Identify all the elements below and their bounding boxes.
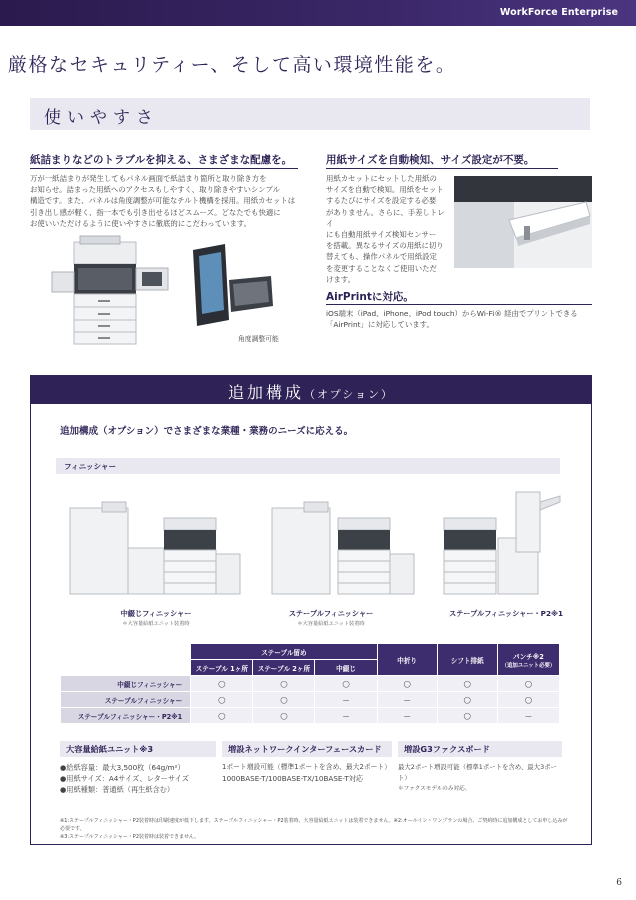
punch-header-label: パンチ※2 xyxy=(513,652,544,661)
table-row-label: 中綴じフィニッシャー xyxy=(61,676,191,692)
table-subheader-1: ステープル 1ヶ所 xyxy=(191,660,253,676)
options-title xyxy=(31,380,591,403)
table-corner-2 xyxy=(61,660,191,676)
jam-body xyxy=(30,173,305,229)
option-body-network-card xyxy=(222,762,392,784)
table-cell: — xyxy=(315,692,377,708)
table-group-header: ステープル留め xyxy=(191,644,377,660)
table-cell: ◯ xyxy=(437,692,497,708)
airprint-rule xyxy=(326,304,592,305)
airprint-line: iOS端末（iPad、iPhone、iPod touch）からWi-Fi® 経由でプリントできる xyxy=(326,309,578,318)
usability-section-bar xyxy=(30,98,590,130)
table-cell: ◯ xyxy=(253,708,315,724)
option-line: 最大2ポート増設可能（標準1ポートを含め、最大3ポート） xyxy=(398,763,557,782)
finisher-label: フィニッシャー xyxy=(64,462,117,471)
table-cell: ◯ xyxy=(377,676,437,692)
airprint-heading: AirPrintに対応。 xyxy=(326,291,414,303)
table-row xyxy=(61,676,560,692)
jam-body-line: お使いいただけるように使いやすさに徹底的にこだわっています。 xyxy=(30,218,252,228)
table-cell: ◯ xyxy=(191,692,253,708)
option-line: ●給紙容量：最大3,500枚（64g/m²） xyxy=(60,763,185,772)
table-cell: — xyxy=(377,692,437,708)
option-title-paper-unit: 大容量給紙ユニット※3 xyxy=(66,744,154,754)
table-header-fold: 中折り xyxy=(377,644,437,676)
size-detect-rule xyxy=(326,168,558,169)
table-row-label: ステープルフィニッシャー xyxy=(61,692,191,708)
page-number: 6 xyxy=(616,878,622,888)
jam-heading-rule xyxy=(30,168,298,169)
table-subheader-3: 中綴じ xyxy=(315,660,377,676)
size-detect-line: するたびにサイズを設定する必要 xyxy=(326,196,437,206)
printer-drawers-image xyxy=(50,232,175,350)
table-cell: ◯ xyxy=(497,692,559,708)
table-header-punch xyxy=(497,644,559,676)
options-panel-header xyxy=(31,376,591,404)
page-headline: 厳格なセキュリティー、そして高い環境性能を。 xyxy=(8,54,457,76)
size-detect-line: 用紙カセットにセットした用紙の xyxy=(326,174,437,183)
size-detect-line: を変更することなくご使用いただ xyxy=(326,263,437,273)
option-line: ＊ファクスモデルのみ対応。 xyxy=(398,786,471,792)
size-detect-line: がありません。さらに、手差しトレイ xyxy=(326,207,445,228)
jam-body-line: 構造です。また、パネルは角度調整が可能なチルト機構を採用。用紙カセットは xyxy=(30,196,296,206)
machine-note-saddle: ＊大容量給紙ユニット装着時 xyxy=(122,621,190,627)
option-title-network-card: 増設ネットワークインターフェースカード xyxy=(228,744,382,754)
table-subheader-2: ステープル 2ヶ所 xyxy=(253,660,315,676)
size-detect-line: けます。 xyxy=(326,274,355,284)
machine-label-staple: ステープルフィニッシャー xyxy=(288,609,374,618)
punch-header-note: （追加ユニット必要） xyxy=(501,662,556,669)
option-body-paper-unit xyxy=(60,762,216,795)
airprint-line: 「AirPrint」に対応しています。 xyxy=(326,320,434,330)
staple-finisher-p2-machine-image xyxy=(440,488,564,600)
finisher-feature-table xyxy=(60,643,560,724)
table-row-label: ステープルフィニッシャー・P2※1 xyxy=(61,708,191,724)
option-line: ●用紙サイズ：A4サイズ、レターサイズ xyxy=(60,774,189,783)
airprint-body xyxy=(326,308,592,330)
option-line: 1ポート増設可能（標準1ポートを含め、最大2ポート） xyxy=(222,763,392,771)
machine-label-staple-p2: ステープルフィニッシャー・P2※1 xyxy=(449,609,563,618)
table-cell: — xyxy=(377,708,437,724)
option-body-fax-board xyxy=(398,762,562,795)
tilt-panel-image xyxy=(185,240,275,330)
option-line: 1000BASE-T/100BASE-TX/10BASE-T対応 xyxy=(222,774,364,783)
table-cell: ◯ xyxy=(497,676,559,692)
table-cell: ◯ xyxy=(191,676,253,692)
table-corner xyxy=(61,644,191,660)
jam-heading: 紙詰まりなどのトラブルを抑える、さまざまな配慮を。 xyxy=(30,154,293,166)
footnote-line: ※3:ステープルフィニッシャー・P2装着時は装着できません。 xyxy=(60,834,200,840)
table-row xyxy=(61,708,560,724)
size-detect-body xyxy=(326,173,450,285)
table-header-shift: シフト排紙 xyxy=(437,644,497,676)
table-cell: ◯ xyxy=(315,676,377,692)
size-detect-heading: 用紙サイズを自動検知、サイズ設定が不要。 xyxy=(326,154,535,166)
options-title-sub: （オプション） xyxy=(304,388,395,401)
footnote-line: ※1:ステープルフィニッシャー・P2装着時は印刷速度が低下します。ステープルフィニッシャー・P2装着時、大容量給紙ユニットは装着できません。※2:オールイン・ワンプランの場合、ご契約時に追加構成としてお申し込みが必要です。 xyxy=(60,818,568,832)
table-cell: ◯ xyxy=(253,692,315,708)
brand-name: WorkForce Enterprise xyxy=(499,7,618,18)
machine-label-saddle: 中綴じフィニッシャー xyxy=(120,609,192,618)
footnotes xyxy=(60,817,570,841)
table-cell: ◯ xyxy=(437,676,497,692)
size-detect-line: を搭載。異なるサイズの用紙に切り xyxy=(326,241,444,251)
tilt-caption: 角度調整可能 xyxy=(238,335,279,343)
jam-body-line: お知らせ。詰まった用紙へのアクセスもしやすく、取り除きやすいシンプル xyxy=(30,185,280,195)
size-detect-line: サイズを自動で検知。用紙をセット xyxy=(326,185,444,195)
option-line: ●用紙種類：普通紙（再生紙含む） xyxy=(60,785,175,794)
table-cell: — xyxy=(315,708,377,724)
manual-feed-tray-image xyxy=(454,176,592,268)
machine-note-staple: ＊大容量給紙ユニット装着時 xyxy=(297,621,365,627)
usability-title: 使いやすさ xyxy=(44,108,159,128)
size-detect-line: にも自動用紙サイズ検知センサー xyxy=(326,230,437,240)
table-cell: ◯ xyxy=(437,708,497,724)
option-title-fax-board: 増設G3ファクスボード xyxy=(404,744,490,754)
table-cell: — xyxy=(497,708,559,724)
table-cell: ◯ xyxy=(253,676,315,692)
option-title-bar-network-card xyxy=(222,741,392,757)
option-title-bar-fax-board xyxy=(398,741,562,757)
top-banner xyxy=(0,0,636,26)
size-detect-line: 替えても、操作パネルで用紙設定 xyxy=(326,252,437,262)
jam-body-line: 引き出し感が軽く、指一本でも引き出せるほどスムーズ。どなたでも快適に xyxy=(30,207,281,217)
jam-body-line: 万が一紙詰まりが発生してもパネル画面で紙詰まり箇所と取り除き方を xyxy=(30,174,267,183)
saddle-finisher-machine-image xyxy=(66,498,244,600)
finisher-bar xyxy=(56,458,560,474)
option-title-bar-paper-unit xyxy=(60,741,216,757)
table-cell: ◯ xyxy=(191,708,253,724)
table-row xyxy=(61,692,560,708)
staple-finisher-machine-image xyxy=(268,498,418,600)
options-lead: 追加構成（オプション）でさまざまな業種・業務のニーズに応える。 xyxy=(60,426,354,437)
options-title-main: 追加構成 xyxy=(227,383,304,402)
